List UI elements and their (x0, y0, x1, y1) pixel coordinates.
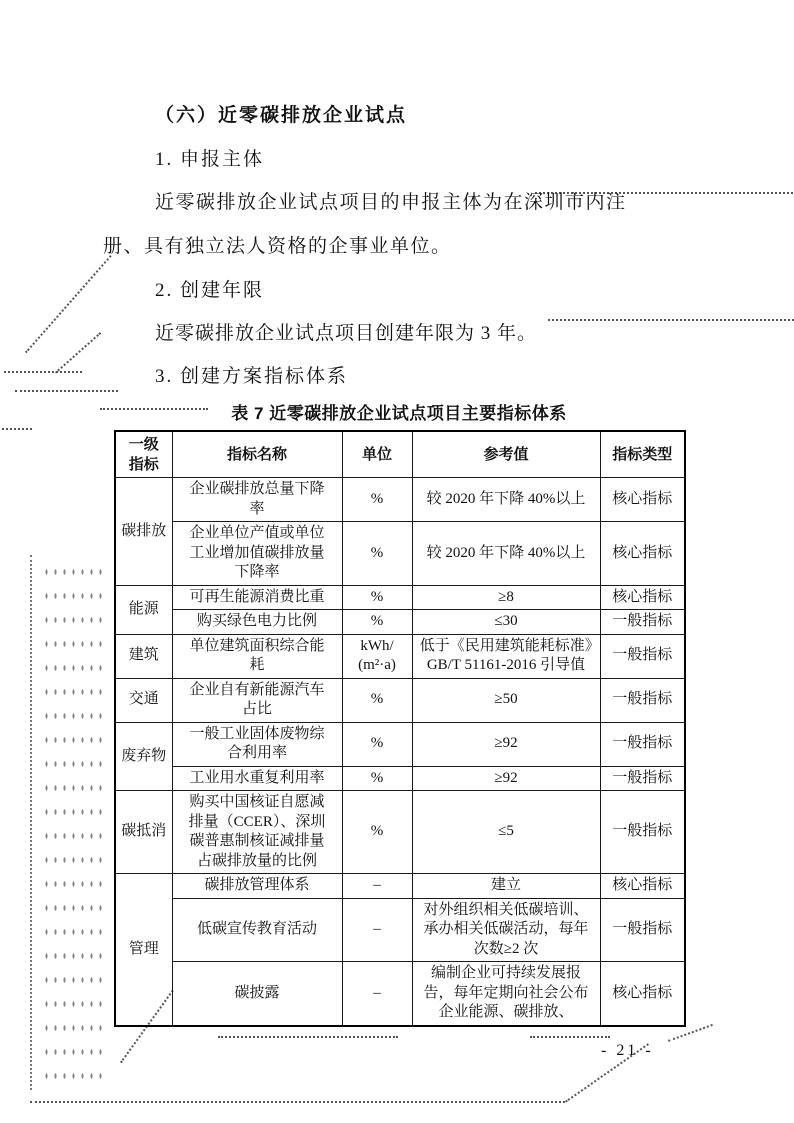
table-row (115, 766, 685, 791)
category-cell: 碳抵消 (115, 791, 172, 874)
unit-cell: % (342, 610, 412, 635)
reference-value-cell: 较 2020 年下降 40%以上 (412, 522, 600, 586)
scan-artifact (2, 428, 32, 430)
category-cell: 管理 (115, 874, 172, 1026)
indicator-name-cell: 工业用水重复利用率 (172, 766, 342, 791)
category-cell: 碳排放 (115, 478, 172, 586)
unit-cell: kWh/ (m²·a) (342, 634, 412, 678)
reference-value-cell: 编制企业可持续发展报告，每年定期向社会公布企业能源、碳排放、 (412, 962, 600, 1026)
category-cell: 废弃物 (115, 722, 172, 791)
indicator-type-cell: 核心指标 (600, 478, 685, 522)
unit-cell: % (342, 522, 412, 586)
indicator-name-cell: 购买绿色电力比例 (172, 610, 342, 635)
indicator-type-cell: 一般指标 (600, 722, 685, 766)
unit-cell: % (342, 678, 412, 722)
indicator-type-cell: 一般指标 (600, 634, 685, 678)
unit-cell: % (342, 722, 412, 766)
indicator-type-cell: 一般指标 (600, 791, 685, 874)
table-row (115, 898, 685, 962)
header-unit: 单位 (342, 431, 412, 478)
reference-value-cell: 对外组织相关低碳培训、承办相关低碳活动，每年次数≥2 次 (412, 898, 600, 962)
indicator-type-cell: 核心指标 (600, 522, 685, 586)
unit-cell: – (342, 874, 412, 899)
reference-value-cell: 建立 (412, 874, 600, 899)
indicator-table (114, 430, 686, 1027)
numbered-item-3: 3. 创建方案指标体系 (155, 366, 349, 387)
scan-artifact (30, 555, 32, 1090)
scan-artifact (668, 1024, 713, 1042)
section-heading: （六）近零碳排放企业试点 (155, 105, 408, 126)
indicator-name-cell: 单位建筑面积综合能耗 (172, 634, 342, 678)
paragraph-1-line-1: 近零碳排放企业试点项目的申报主体为在深圳市内注 (155, 192, 627, 213)
paragraph-1-line-2: 册、具有独立法人资格的企事业单位。 (103, 236, 452, 257)
reference-value-cell: ≥92 (412, 722, 600, 766)
scan-artifact (15, 390, 118, 392)
indicator-type-cell: 一般指标 (600, 898, 685, 962)
header-reference-value: 参考值 (412, 431, 600, 478)
scan-artifact (25, 255, 112, 353)
table-row (115, 634, 685, 678)
numbered-item-2: 2. 创建年限 (155, 280, 265, 301)
category-cell: 能源 (115, 585, 172, 634)
indicator-name-cell: 企业自有新能源汽车占比 (172, 678, 342, 722)
unit-cell: % (342, 585, 412, 610)
indicator-name-cell: 企业碳排放总量下降率 (172, 478, 342, 522)
table-title: 表 7 近零碳排放企业试点项目主要指标体系 (231, 404, 567, 423)
table-row (115, 874, 685, 899)
reference-value-cell: 较 2020 年下降 40%以上 (412, 478, 600, 522)
indicator-type-cell: 一般指标 (600, 678, 685, 722)
indicator-name-cell: 一般工业固体废物综合利用率 (172, 722, 342, 766)
category-cell: 交通 (115, 678, 172, 722)
table-row (115, 478, 685, 522)
reference-value-cell: ≥92 (412, 766, 600, 791)
table-row (115, 791, 685, 874)
reference-value-cell: ≥8 (412, 585, 600, 610)
header-indicator-name: 指标名称 (172, 431, 342, 478)
table-row (115, 678, 685, 722)
reference-value-cell: ≤5 (412, 791, 600, 874)
indicator-table-body (115, 478, 685, 1026)
unit-cell: % (342, 766, 412, 791)
indicator-name-cell: 碳披露 (172, 962, 342, 1026)
scan-artifact (4, 371, 82, 373)
numbered-item-1: 1. 申报主体 (155, 149, 265, 170)
table-row (115, 610, 685, 635)
indicator-name-cell: 碳排放管理体系 (172, 874, 342, 899)
unit-cell: % (342, 791, 412, 874)
indicator-type-cell: 核心指标 (600, 585, 685, 610)
paragraph-2-line-1: 近零碳排放企业试点项目创建年限为 3 年。 (155, 323, 538, 344)
scan-artifact (30, 1101, 565, 1103)
scan-artifact (42, 560, 108, 1090)
indicator-name-cell: 企业单位产值或单位工业增加值碳排放量下降率 (172, 522, 342, 586)
header-indicator-type: 指标类型 (600, 431, 685, 478)
header-level1-indicator: 一级指标 (115, 431, 172, 478)
scan-artifact (530, 1036, 610, 1038)
reference-value-cell: ≥50 (412, 678, 600, 722)
page-number: - 21 - (601, 1042, 654, 1059)
table-header-row (115, 431, 685, 478)
table-row (115, 962, 685, 1026)
scan-artifact (55, 332, 101, 373)
indicator-type-cell: 核心指标 (600, 874, 685, 899)
scan-artifact (548, 319, 794, 321)
scan-artifact (218, 1036, 398, 1038)
indicator-name-cell: 可再生能源消费比重 (172, 585, 342, 610)
table-row (115, 722, 685, 766)
unit-cell: – (342, 962, 412, 1026)
table-row (115, 522, 685, 586)
indicator-name-cell: 购买中国核证自愿减排量（CCER）、深圳碳普惠制核证减排量占碳排放量的比例 (172, 791, 342, 874)
indicator-type-cell: 一般指标 (600, 766, 685, 791)
reference-value-cell: ≤30 (412, 610, 600, 635)
indicator-type-cell: 核心指标 (600, 962, 685, 1026)
table-row (115, 585, 685, 610)
reference-value-cell: 低于《民用建筑能耗标准》GB/T 51161-2016 引导值 (412, 634, 600, 678)
category-cell: 建筑 (115, 634, 172, 678)
indicator-name-cell: 低碳宣传教育活动 (172, 898, 342, 962)
indicator-type-cell: 一般指标 (600, 610, 685, 635)
unit-cell: % (342, 478, 412, 522)
unit-cell: – (342, 898, 412, 962)
